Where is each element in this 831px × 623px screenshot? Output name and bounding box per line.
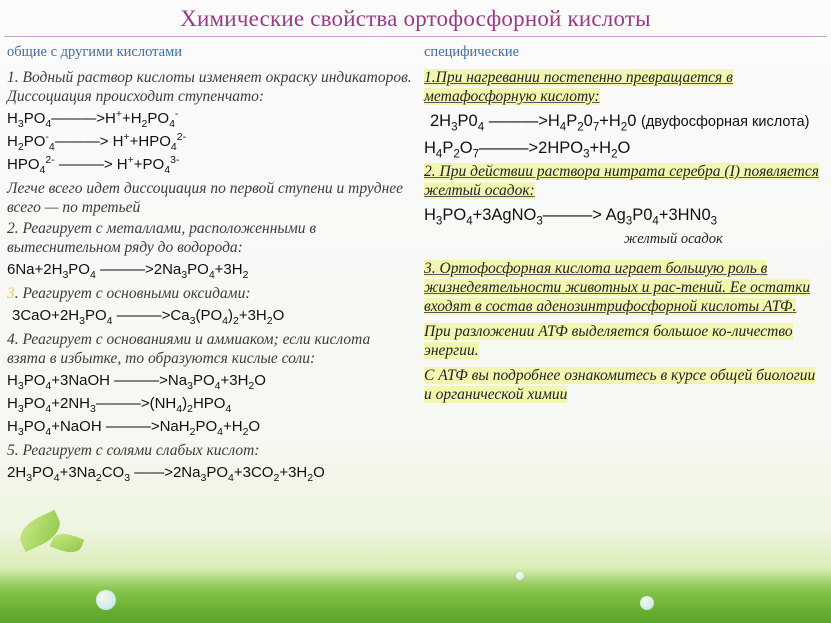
equation-bases-2: $H_3PO_4+2NH_3———>(NH_4)_2HPO_4$ xyxy=(7,395,232,415)
precipitate-note: желтый осадок xyxy=(624,231,723,247)
equation-dissociation-1: $H_3PO_4———>H^++H_2PO_4^-$ xyxy=(7,108,179,130)
decorative-green-band xyxy=(0,567,831,623)
left-item-5: 5. Реагирует с солями слабых кислот: xyxy=(7,442,260,459)
heating-note: (двуфосфорная кислота) xyxy=(640,114,810,130)
left-item-4: 4. Реагирует с основаниями и аммиаком; если кислота взята в избытке, то образуются кислые соли: xyxy=(7,331,371,367)
left-item-2: 2. Реагирует с металлами, расположенными в вытеснительном ряду до водорода: xyxy=(7,220,317,256)
right-item-3-text: 3. Ортофосфорная кислота играет большую роль в жизнедеятельности животных и рас-тений. Ее остатки входят в состав аденозинтрифосфорной кислоты АТФ. xyxy=(424,260,811,315)
right-column xyxy=(424,68,826,404)
item-3-text: . Реагирует с основными оксидами: xyxy=(14,285,251,302)
right-item-2-text: 2. При действии раствора нитрата серебра (I) появляется желтый осадок: xyxy=(424,163,819,199)
equation-heating-1: $2H_3P0_4$ $———>H_4P_20_7+H_20$ (двуфосфорная кислота) xyxy=(430,112,810,134)
bubble-icon xyxy=(640,596,654,610)
left-column-header: общие с другими кислотами xyxy=(7,44,183,60)
right-column-header: специфические xyxy=(424,44,520,60)
right-item-3 xyxy=(424,259,826,316)
right-item-1-text: 1.При нагревании постепенно превращается в метафосфорную кислоту: xyxy=(424,69,733,105)
bubble-icon xyxy=(96,590,116,610)
equation-bases-3: $H_3PO_4+NaOH$ $———>NaH_2PO_4+H_2O$ xyxy=(7,418,261,438)
right-item-5 xyxy=(424,366,826,404)
equation-metals: $6Na+2H_3PO_4$ $———>2Na_3PO_4+3H_2$ xyxy=(7,261,249,281)
left-item-3 xyxy=(7,284,412,303)
equation-bases-1: $H_3PO_4+3NaOH$ $———>Na_3PO_4+3H_2O$ xyxy=(7,372,266,392)
slide-title: Химические свойства ортофосфорной кислоты xyxy=(180,6,651,31)
equation-dissociation-3: $HPO_4^{2-}$ ———> $H^++PO_4^{3-}$ xyxy=(7,154,180,176)
right-item-4 xyxy=(424,322,826,360)
right-item-1 xyxy=(424,68,826,106)
equation-dissociation-2: $H_2PO^-_4———> H^++HPO_4^{2-}$ xyxy=(7,131,187,153)
left-item-note: Легче всего идет диссоциация по первой ступени и труднее всего — по третьей xyxy=(7,180,404,216)
equation-salts: $2H_3PO_4+3Na_2CO_3$ $——>2Na_3PO_4+3CO_2+3H_2O$ xyxy=(7,464,325,484)
bubble-icon xyxy=(516,572,524,580)
right-item-5-text: С АТФ вы подробнее ознакомитесь в курсе общей биологии и органической химии xyxy=(424,367,816,403)
equation-heating-2: $H_4P_2O_7———>2HPO_3+H_2O$ xyxy=(424,139,631,161)
item-3-number: 3 xyxy=(7,285,15,302)
left-column xyxy=(7,68,412,487)
equation-oxides: $3CaO+2H_3PO_4$ $———>Ca_3(PO_4)_2+3H_2O$ xyxy=(12,307,285,327)
right-item-4-text: При разложении АТФ выделяется большое ко-личество энергии. xyxy=(424,323,793,359)
equation-silver-nitrate: $H_3PO_4+3AgNO_3———> Ag_3P0_4+3HN0_3$ xyxy=(424,206,718,228)
title-divider xyxy=(4,36,827,37)
left-item-1: 1. Водный раствор кислоты изменяет окраску индикаторов. Диссоциация происходит ступенчато: xyxy=(7,69,412,105)
right-item-2 xyxy=(424,162,826,200)
